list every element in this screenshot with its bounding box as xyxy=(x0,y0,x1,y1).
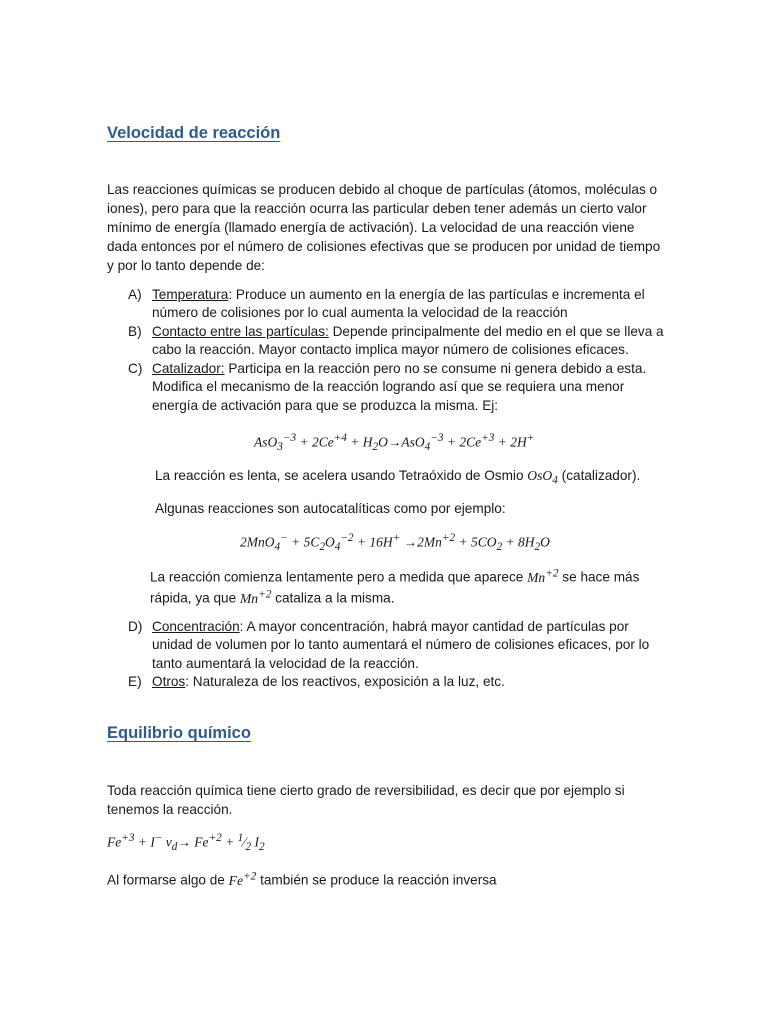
list-item-body xyxy=(152,360,672,415)
list-marker: D) xyxy=(128,619,143,634)
list-term: Otros xyxy=(152,674,186,689)
formula-mn2: $Mn^{+2}$ xyxy=(527,567,559,585)
equilibrium-closing-line xyxy=(107,867,497,890)
list-item-body xyxy=(152,673,672,691)
equation-permanganate: $2MnO_4^- + 5C_2O_4^{-2} + 16H^+ \to 2Mn^{+2} + 5CO_2 + 8H_2O$ xyxy=(240,532,550,554)
note-text: cataliza a la misma. xyxy=(271,590,395,606)
formula-oso4: OsO$_4$ xyxy=(527,468,558,487)
list-term-separator: : xyxy=(228,287,236,302)
list-text: Depende principalmente del medio en el que se lleva a cabo la reacción. Mayor contacto implica mayor número de colisiones eficaces. xyxy=(152,324,664,358)
list-marker: A) xyxy=(128,287,142,302)
equation-iron-iodide: $Fe^{+3} + I^-$ $v_d\to Fe^{+2}$ + $^1⁄_2$ $I_2$ xyxy=(107,832,265,854)
list-term: Concentración xyxy=(152,619,240,634)
closing-text: también se produce la reacción inversa xyxy=(256,872,497,888)
list-text: Participa en la reacción pero no se consume ni genera debido a esta. Modifica el mecanismo de la reacción logrando así que se requiera una menor energía de activación para que se produzca la misma. Ej: xyxy=(152,361,647,413)
list-item-body xyxy=(152,618,672,673)
note-manganese-1 xyxy=(150,564,639,587)
section-title-velocidad: Velocidad de reacción xyxy=(107,124,281,142)
list-term-separator: : xyxy=(239,619,247,634)
intro-paragraph: Las reacciones químicas se producen debido al choque de partículas (átomos, moléculas o iones), pero para que la reacción ocurra las particular deben tener además un cierto valor mínimo de energía (llamado energía de activación). La velocidad de una reacción viene dada entonces por el número de colisiones efectivas que se producen por unidad de tiempo y por lo tanto depende de: xyxy=(107,182,661,273)
list-term: Contacto entre las partículas: xyxy=(152,324,329,339)
note-text: La reacción es lenta, se acelera usando Tetraóxido de Osmio xyxy=(155,468,528,483)
list-text: Produce un aumento en la energía de las partículas e incrementa el número de colisiones por lo cual aumenta la velocidad de la reacción xyxy=(152,287,645,321)
note-text: se hace más xyxy=(558,569,640,585)
note-text: (catalizador). xyxy=(557,468,641,483)
equation-arsenite-cerium: $AsO_3^{-3} + 2Ce^{+4} + H_2O\to AsO_4^{-3} + 2Ce^{+3} + 2H^+$ xyxy=(254,432,535,454)
note-autocatalytic: Algunas reacciones son autocatalíticas como por ejemplo: xyxy=(155,501,506,516)
list-marker: B) xyxy=(128,324,142,339)
section-title-equilibrio: Equilibrio químico xyxy=(107,724,251,742)
note-manganese-2 xyxy=(150,585,395,608)
note-slow-reaction xyxy=(155,466,640,491)
list-term-separator: : xyxy=(185,674,193,689)
list-term: Catalizador: xyxy=(152,361,225,376)
note-text: La reacción comienza lentamente pero a medida que aparece xyxy=(150,569,528,585)
list-text: Naturaleza de los reactivos, exposición a la luz, etc. xyxy=(192,674,505,689)
list-term: Temperatura xyxy=(152,287,229,302)
list-item-body xyxy=(152,286,672,323)
list-marker: C) xyxy=(128,361,143,376)
formula-mn2: $Mn^{+2}$ xyxy=(239,588,272,606)
formula-fe2: $Fe^{+2}$ xyxy=(228,870,257,888)
list-item-body xyxy=(152,323,672,360)
equilibrium-intro: Toda reacción química tiene cierto grado de reversibilidad, es decir que por ejemplo si tenemos la reacción. xyxy=(107,783,625,817)
closing-text: Al formarse algo de xyxy=(107,872,229,888)
list-marker: E) xyxy=(128,674,142,689)
note-text: rápida, ya que xyxy=(150,590,240,606)
list-text: A mayor concentración, habrá mayor cantidad de partículas por unidad de volumen por lo tanto aumentará el número de colisiones eficaces, por lo tanto aumentará la velocidad de la reacción. xyxy=(152,619,650,671)
